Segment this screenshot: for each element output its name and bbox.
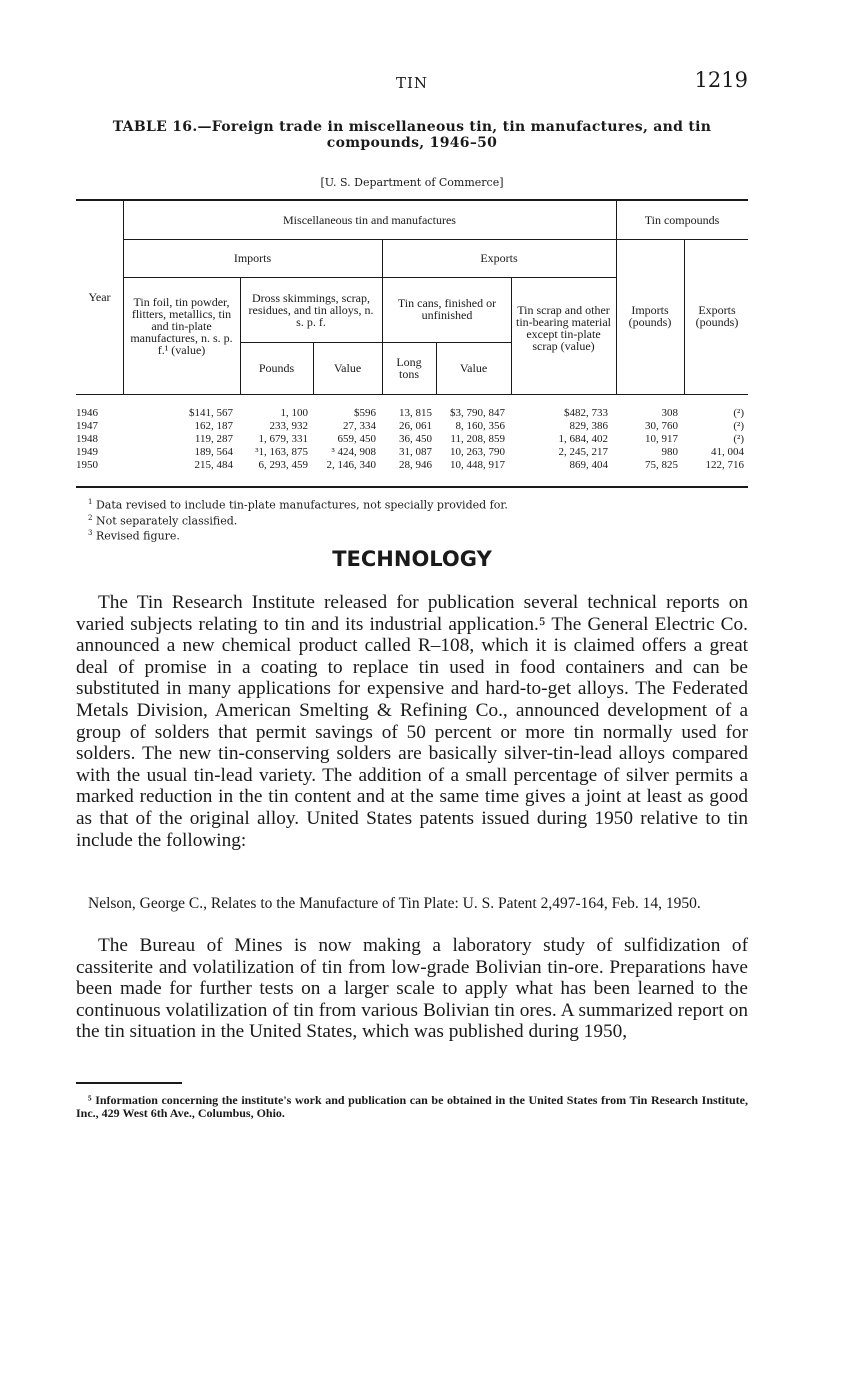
cell-scrap: 829, 386 [569,420,608,432]
table-caption: TABLE 16.—Foreign trade in miscellaneous tin, tin manufactures, and tin compounds, 1946–50 [112,119,712,151]
header-year: Year [88,290,111,304]
cell-comp-imports: 75, 825 [645,459,678,471]
cell-tin-foil: 189, 564 [194,446,233,458]
header-exports-group: Exports [480,251,518,265]
header-comp-exports: Exports (pounds) [695,303,739,329]
cell-dross-pounds: 6, 293, 459 [258,459,308,471]
cell-dross-value: $596 [354,407,376,419]
cell-comp-imports: 30, 760 [645,420,678,432]
cell-comp-imports: 10, 917 [645,433,678,445]
table-hrule [123,277,616,278]
cell-dross-value: ³ 424, 908 [331,446,376,458]
page-footnote: ⁵ Information concerning the institute's work and publication can be obtained in the United States from Tin Research Institute, Inc., 429 West 6th Ave., Columbus, Ohio. [76,1093,748,1120]
table-top-rule [76,199,748,201]
cell-year: 1948 [76,433,98,445]
header-cans-long-tons: Long tons [396,355,422,381]
cell-year: 1949 [76,446,98,458]
table-hrule [240,342,511,343]
table-hrule [123,239,616,240]
footnote-text: Not separately classified. [95,514,238,528]
cell-year: 1946 [76,407,98,419]
header-compounds-group: Tin compounds [644,213,720,227]
cell-tin-foil: 215, 484 [194,459,233,471]
header-cans: Tin cans, finished or unfinished [397,296,497,322]
cell-cans-value: $3, 790, 847 [450,407,505,419]
footnote-rule [76,1082,182,1084]
header-dross-value: Value [333,361,362,375]
cell-year: 1947 [76,420,98,432]
cell-dross-pounds: 1, 679, 331 [258,433,308,445]
header-scrap: Tin scrap and other tin-bearing material except tin-plate scrap (value) [516,303,611,353]
header-cans-value: Value [459,361,488,375]
table-vrule [123,201,124,394]
cell-comp-exports: 41, 004 [711,446,744,458]
cell-scrap: 1, 684, 402 [558,433,608,445]
cell-cans-tons: 31, 087 [399,446,432,458]
page-number: 1219 [694,68,748,92]
table-vrule [684,240,685,394]
cell-cans-value: 10, 448, 917 [450,459,505,471]
table-source: [U. S. Department of Commerce] [320,176,504,189]
cell-scrap: 2, 245, 217 [558,446,608,458]
table-hrule [616,239,748,240]
footnote-mark: 2 [88,513,93,522]
cell-cans-tons: 28, 946 [399,459,432,471]
table-vrule [511,278,512,394]
table-footnote [88,512,688,528]
footnote-mark: 3 [88,529,93,538]
cell-dross-pounds: 233, 932 [269,420,308,432]
header-comp-imports: Imports (pounds) [628,303,672,329]
cell-cans-tons: 36, 450 [399,433,432,445]
body-paragraph: The Bureau of Mines is now making a laboratory study of sulfidization of cassiterite and volatilization of tin from low-grade Bolivian tin-ore. Preparations have been made for further tests on a larger scale to apply what has been learned to the continuous volatilization of tin from various Bolivian tin ores. A summarized report on the tin situation in the United States, which was published during 1950, [76,935,748,1043]
cell-comp-imports: 980 [661,446,678,458]
cell-dross-value: 659, 450 [337,433,376,445]
header-dross: Dross skimmings, scrap, residues, and tin alloys, n. s. p. f. [248,291,374,329]
section-heading: TECHNOLOGY [332,547,492,571]
patent-citation: Nelson, George C., Relates to the Manufacture of Tin Plate: U. S. Patent 2,497-164, Feb. 14, 1950. [88,895,701,912]
running-head [76,68,748,98]
cell-scrap: 869, 404 [569,459,608,471]
cell-dross-pounds: 1, 100 [280,407,308,419]
header-misc-group: Miscellaneous tin and manufactures [283,213,456,227]
table-header-bottom-rule [76,394,748,395]
table-vrule [616,201,617,394]
cell-cans-tons: 26, 061 [399,420,432,432]
cell-cans-tons: 13, 815 [399,407,432,419]
footnote-mark: 1 [88,498,93,506]
header-dross-pounds: Pounds [258,361,295,375]
body-paragraph: The Tin Research Institute released for publication several technical reports on varied subjects relating to tin and its industrial application.⁵ The General Electric Co. announced a new chemical product called R–108, which it is claimed offers a great deal of promise in a coating to replace tin used in food containers and can be substituted in many applications for expensive and hard-to-get alloys. The Federated Metals Division, American Smelting & Refining Co., announced development of a group of solders that permit savings of 50 percent or more tin normally used for solders. The new tin-conserving solders are basically silver-tin-lead alloys compared with the usual tin-lead variety. The addition of a small percentage of silver permits a marked reduction in the tin content and at the same time gives a joint at least as good as that of the original alloy. United States patents issued during 1950 relative to tin include the following: [76,592,748,851]
footnote-text: Data revised to include tin-plate manufactures, not specially provided for. [95,498,508,512]
cell-comp-exports: (²) [733,407,744,419]
header-tin-foil: Tin foil, tin powder, flitters, metallics, tin and tin-plate manufactures, n. s. p. f.¹ (value) [130,295,233,357]
cell-year: 1950 [76,459,98,471]
cell-comp-exports: (²) [733,433,744,445]
running-title: TIN [395,74,429,92]
cell-comp-exports: 122, 716 [705,459,744,471]
table-footnote [88,527,688,543]
cell-comp-imports: 308 [661,407,678,419]
header-imports-group: Imports [233,251,272,265]
cell-cans-value: 8, 160, 356 [455,420,505,432]
cell-cans-value: 11, 208, 859 [450,433,505,445]
cell-tin-foil: $141, 567 [189,407,233,419]
table-vrule [240,278,241,394]
cell-cans-value: 10, 263, 790 [450,446,505,458]
table-footnotes [88,496,688,543]
cell-scrap: $482, 733 [564,407,608,419]
table-footnote [88,496,688,512]
cell-tin-foil: 162, 187 [194,420,233,432]
cell-comp-exports: (²) [733,420,744,432]
cell-dross-pounds: ³1, 163, 875 [255,446,308,458]
footnote-text: Revised figure. [95,529,180,543]
cell-dross-value: 27, 334 [343,420,376,432]
cell-tin-foil: 119, 287 [194,433,233,445]
table-bottom-rule [76,486,748,488]
cell-dross-value: 2, 146, 340 [326,459,376,471]
